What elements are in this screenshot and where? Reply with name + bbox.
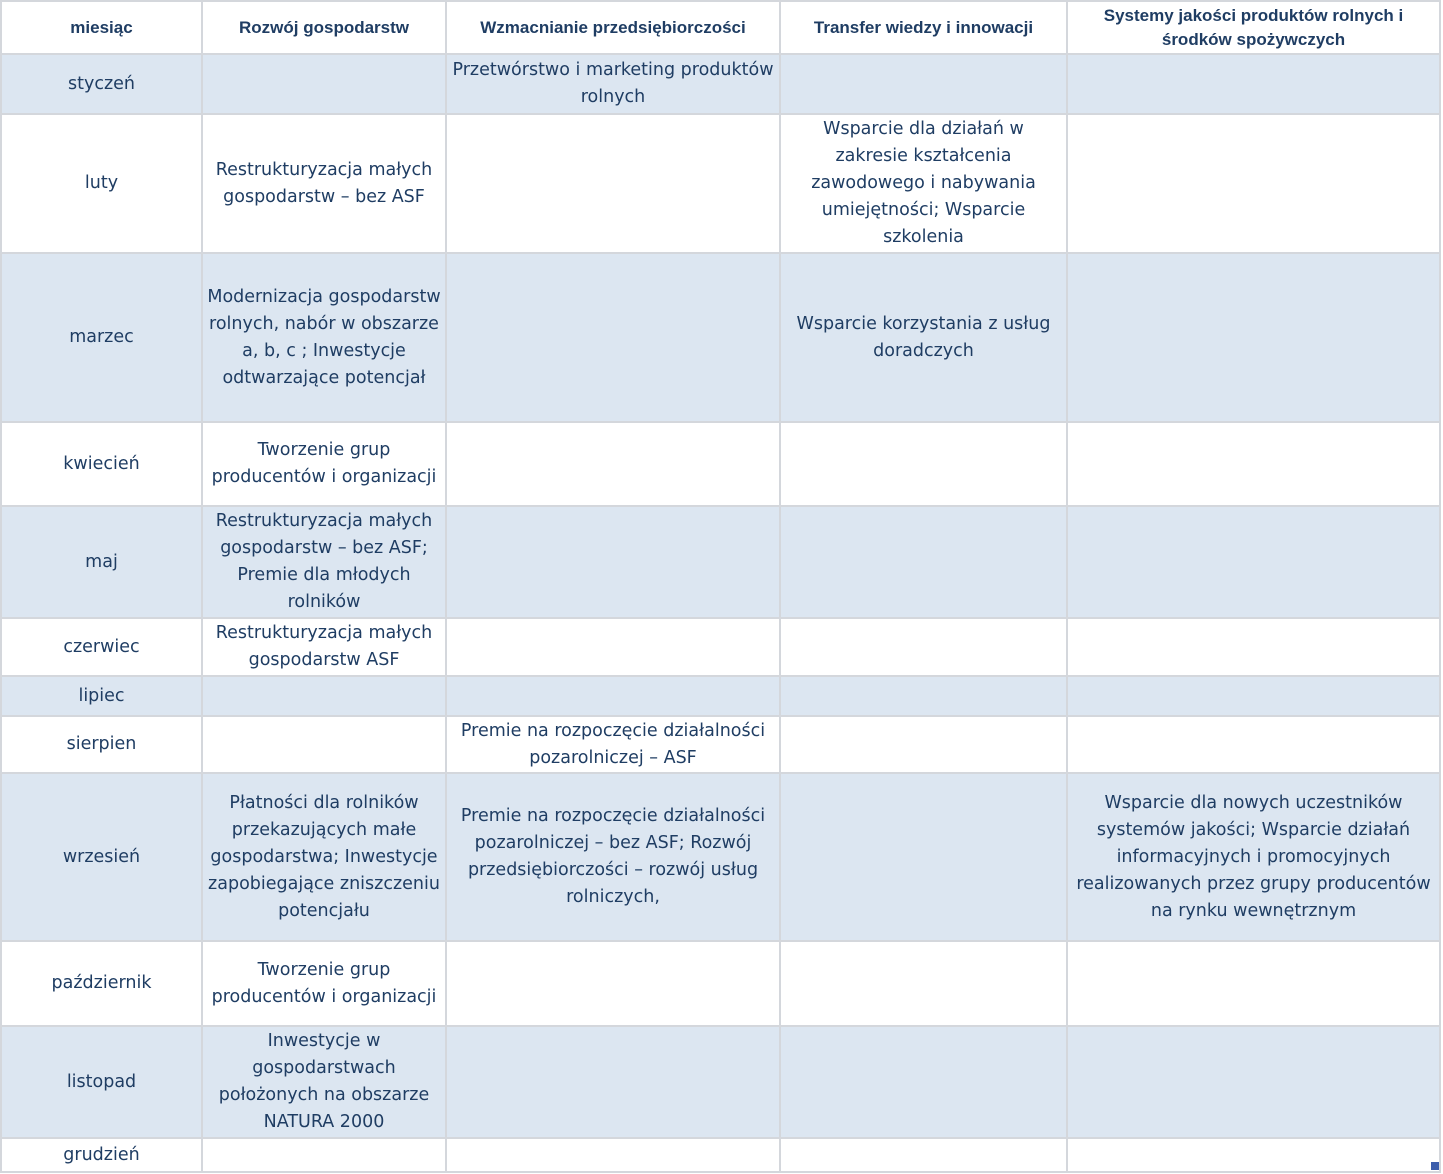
table-row bbox=[1, 676, 1440, 716]
table-row bbox=[1, 716, 1440, 773]
enterprise-cell bbox=[446, 114, 780, 253]
quality-cell bbox=[1067, 114, 1440, 253]
enterprise-cell bbox=[446, 676, 780, 716]
knowledge-cell bbox=[780, 676, 1067, 716]
header-knowledge-transfer: Transfer wiedzy i innowacji bbox=[780, 1, 1067, 54]
farm-cell bbox=[202, 716, 446, 773]
quality-cell: Wsparcie dla nowych uczestników systemów jakości; Wsparcie działań informacyjnych i promocyjnych realizowanych przez grupy producentów na rynku wewnętrznym bbox=[1067, 773, 1440, 941]
month-cell: kwiecień bbox=[1, 422, 202, 506]
month-cell: wrzesień bbox=[1, 773, 202, 941]
month-cell: sierpien bbox=[1, 716, 202, 773]
table-row bbox=[1, 422, 1440, 506]
enterprise-cell bbox=[446, 506, 780, 618]
enterprise-cell bbox=[446, 1026, 780, 1138]
header-farm-development: Rozwój gospodarstw bbox=[202, 1, 446, 54]
quality-cell bbox=[1067, 1138, 1440, 1172]
quality-cell bbox=[1067, 676, 1440, 716]
month-cell: luty bbox=[1, 114, 202, 253]
month-cell: październik bbox=[1, 941, 202, 1026]
quality-cell bbox=[1067, 54, 1440, 114]
month-cell: styczeń bbox=[1, 54, 202, 114]
table-row bbox=[1, 773, 1440, 941]
enterprise-cell bbox=[446, 941, 780, 1026]
quality-cell bbox=[1067, 253, 1440, 422]
enterprise-cell: Premie na rozpoczęcie działalności pozarolniczej – ASF bbox=[446, 716, 780, 773]
knowledge-cell bbox=[780, 1026, 1067, 1138]
enterprise-cell bbox=[446, 253, 780, 422]
enterprise-cell bbox=[446, 618, 780, 676]
table-row bbox=[1, 54, 1440, 114]
table-row bbox=[1, 941, 1440, 1026]
knowledge-cell bbox=[780, 54, 1067, 114]
enterprise-cell: Premie na rozpoczęcie działalności pozarolniczej – bez ASF; Rozwój przedsiębiorczości – rozwój usług rolniczych, bbox=[446, 773, 780, 941]
header-quality-systems: Systemy jakości produktów rolnych i środków spożywczych bbox=[1067, 1, 1440, 54]
knowledge-cell bbox=[780, 506, 1067, 618]
knowledge-cell bbox=[780, 1138, 1067, 1172]
farm-cell: Płatności dla rolników przekazujących małe gospodarstwa; Inwestycje zapobiegające zniszczeniu potencjału bbox=[202, 773, 446, 941]
month-cell: listopad bbox=[1, 1026, 202, 1138]
quality-cell bbox=[1067, 618, 1440, 676]
month-cell: grudzień bbox=[1, 1138, 202, 1172]
farm-cell bbox=[202, 54, 446, 114]
farm-cell bbox=[202, 1138, 446, 1172]
quality-cell bbox=[1067, 941, 1440, 1026]
knowledge-cell bbox=[780, 941, 1067, 1026]
farm-cell: Restrukturyzacja małych gospodarstw – bez ASF; Premie dla młodych rolników bbox=[202, 506, 446, 618]
header-month: miesiąc bbox=[1, 1, 202, 54]
quality-cell bbox=[1067, 1026, 1440, 1138]
enterprise-cell bbox=[446, 422, 780, 506]
quality-cell bbox=[1067, 422, 1440, 506]
farm-cell: Modernizacja gospodarstw rolnych, nabór w obszarze a, b, c ; Inwestycje odtwarzające potencjał bbox=[202, 253, 446, 422]
header-row bbox=[1, 1, 1440, 54]
table-row bbox=[1, 506, 1440, 618]
month-cell: czerwiec bbox=[1, 618, 202, 676]
knowledge-cell: Wsparcie dla działań w zakresie kształcenia zawodowego i nabywania umiejętności; Wsparcie szkolenia bbox=[780, 114, 1067, 253]
farm-cell: Tworzenie grup producentów i organizacji bbox=[202, 422, 446, 506]
farm-cell bbox=[202, 676, 446, 716]
month-cell: maj bbox=[1, 506, 202, 618]
farm-cell: Tworzenie grup producentów i organizacji bbox=[202, 941, 446, 1026]
quality-cell bbox=[1067, 716, 1440, 773]
table-row bbox=[1, 1138, 1440, 1172]
knowledge-cell bbox=[780, 618, 1067, 676]
enterprise-cell: Przetwórstwo i marketing produktów rolnych bbox=[446, 54, 780, 114]
knowledge-cell bbox=[780, 422, 1067, 506]
table-row bbox=[1, 1026, 1440, 1138]
enterprise-cell bbox=[446, 1138, 780, 1172]
header-enterprise: Wzmacnianie przedsiębiorczości bbox=[446, 1, 780, 54]
knowledge-cell bbox=[780, 773, 1067, 941]
quality-cell bbox=[1067, 506, 1440, 618]
knowledge-cell bbox=[780, 716, 1067, 773]
table-row bbox=[1, 114, 1440, 253]
farm-cell: Inwestycje w gospodarstwach położonych na obszarze NATURA 2000 bbox=[202, 1026, 446, 1138]
month-cell: marzec bbox=[1, 253, 202, 422]
farm-cell: Restrukturyzacja małych gospodarstw ASF bbox=[202, 618, 446, 676]
knowledge-cell: Wsparcie korzystania z usług doradczych bbox=[780, 253, 1067, 422]
table-row bbox=[1, 618, 1440, 676]
month-cell: lipiec bbox=[1, 676, 202, 716]
farm-cell: Restrukturyzacja małych gospodarstw – bez ASF bbox=[202, 114, 446, 253]
resize-handle[interactable] bbox=[1431, 1162, 1439, 1170]
table-row bbox=[1, 253, 1440, 422]
